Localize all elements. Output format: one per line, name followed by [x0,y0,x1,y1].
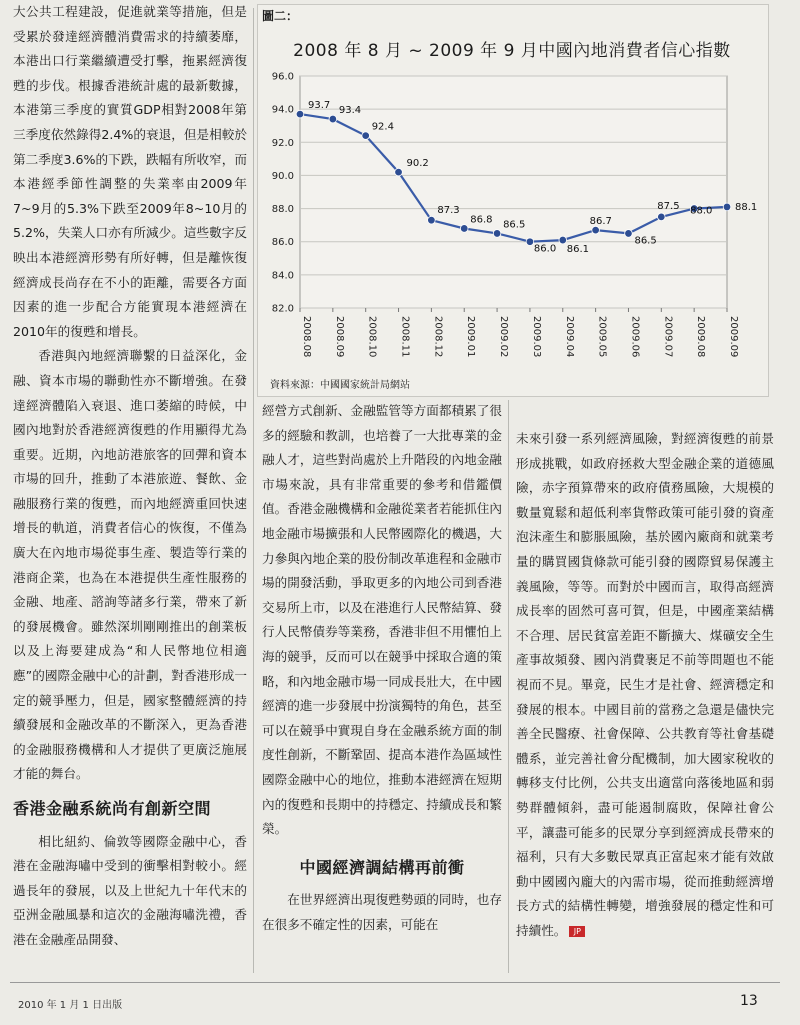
data-point [493,230,501,238]
data-point [559,236,567,244]
footer-divider [10,982,780,983]
y-tick-label: 88.0 [271,204,294,216]
left-column [13,0,247,953]
data-label: 86.8 [470,214,493,226]
plot-area [300,76,727,308]
data-label: 93.4 [338,105,362,117]
left-paragraph-3: 相比紐約、倫敦等國際金融中心，香港在金融海嘯中受到的衝擊相對較小。經過長年的發展，以及上世紀九十年代末的亞洲金融風暴和這次的金融海嘯洗禮，香港在金融產品開發、 [13,833,247,947]
y-tick-label: 92.0 [271,137,294,149]
section-heading-china-economy: 中國經濟調結構再前衝 [299,857,465,877]
right-paragraph-1 [516,427,774,943]
column-divider-right [508,400,509,973]
data-point [296,110,304,118]
left-paragraph-1: 大公共工程建設，促進就業等措施，但是受累於發達經濟體消費需求的持續萎靡，本港出口行業繼續遭受打擊，拖累經濟復甦的步伐。根據香港統計處的最新數據，本港第三季度的實質GDP相對2008年第三季度依然錄得2.4%的衰退，但是相較於第二季度3.6%的下跌，跌幅有所收窄，而本港經季節性調整的失業率由2009年7~9月的5.3%下跌至2009年8~10月的5.2%，失業人口亦有所減少。這些數字反映出本港經濟形勢有所好轉，但是離恢復經濟成長尚存在不小的距離，需要各方面因素的進一步配合方能實現本港經濟在2010年的復甦和增長。 [13,4,247,339]
data-point [592,226,600,234]
section-heading-hk-finance: 香港金融系統尚有創新空間 [13,799,212,818]
data-point [526,238,534,246]
data-point [625,230,633,238]
x-tick-label: 2009.02 [498,316,510,358]
data-point [362,132,370,140]
x-tick-label: 2009.06 [629,316,641,358]
y-tick-label: 90.0 [271,170,294,182]
data-point [395,168,403,176]
data-label: 88.1 [735,201,758,213]
x-tick-label: 2009.08 [695,316,707,358]
end-mark-logo: JP [569,926,585,937]
x-tick-label: 2008.11 [399,316,411,358]
data-point [658,213,666,221]
column-divider-left [253,8,254,973]
data-label: 86.7 [589,216,612,228]
y-tick-label: 94.0 [271,104,294,116]
data-point [428,216,436,224]
x-tick-label: 2008.08 [301,316,312,358]
page-number: 13 [740,993,758,1009]
y-tick-label: 82.0 [271,303,294,315]
x-tick-label: 2009.01 [465,316,477,358]
data-label: 86.5 [634,235,657,247]
right-paragraph-text: 未來引發一系列經濟風險，對經濟復甦的前景形成挑戰，如政府拯救大型金融企業的道德風險，赤字預算帶來的政府債務風險，大規模的數量寬鬆和超低利率貨幣政策可能引發的資產泡沫產生和膨脹風險，基於國內廠商和就業考量的購買國貨條款可能引發的國際貿易保護主義風險，等等。而對於中國而言，取得高經濟成長率的固然可喜可賀，但是，中國產業結構不合理、居民貧富差距不斷擴大、煤礦安全生產事故頻發、國內消費裹足不前等問題也不能視而不見。畢竟，民生才是社會、經濟穩定和發展的根本。中國目前的當務之急還是儘快完善全民醫療、社會保障、公共教育等社會基礎體系，並完善社會分配機制，加大國家稅收的轉移支付比例，公共支出適當向落後地區和弱勢群體傾斜，盡可能遏制腐敗，保障社會公平，讓盡可能多的民眾分享到經濟成長帶來的福利，只有大多數民眾真正富起來才能有效啟動中國國內龐大的內需市場，從而推動經濟增長方式的結構性轉變，增強發展的穩定性和可持續性。 [516,431,774,938]
middle-paragraph-2: 在世界經濟出現復甦勢頭的同時，也存在很多不確定性的因素，可能在 [262,892,502,932]
x-tick-label: 2008.12 [432,316,444,358]
middle-column [262,399,502,937]
data-label: 86.1 [566,244,590,256]
y-tick-label: 96.0 [271,71,294,83]
data-label: 86.5 [503,219,526,231]
x-tick-label: 2009.09 [728,316,739,358]
publication-date: 2010 年 1 月 1 日出版 [18,1000,123,1011]
data-label: 92.4 [371,121,394,133]
x-tick-label: 2009.05 [596,316,608,358]
y-tick-label: 86.0 [271,237,294,249]
chart-title: 2008 年 8 月 ~ 2009 年 9 月中國內地消費者信心指數 [293,41,731,61]
data-label: 93.7 [308,100,331,112]
data-point [723,203,731,211]
chart-source: 資料來源：中國國家統計局網站 [270,380,410,391]
data-label: 90.2 [406,158,429,170]
x-tick-label: 2008.09 [333,316,345,358]
data-label: 88.0 [690,205,713,217]
data-point [329,115,337,123]
data-label: 87.3 [437,205,460,217]
data-label: 87.5 [657,200,680,212]
x-tick-label: 2009.04 [563,316,575,358]
consumer-confidence-line-chart [262,60,762,372]
x-tick-label: 2009.03 [530,316,542,358]
right-column [516,427,774,943]
x-tick-label: 2009.07 [662,316,674,358]
data-label: 86.0 [533,243,557,255]
middle-paragraph-1: 經營方式創新、金融監管等方面都積累了很多的經驗和教訓，也培養了一大批專業的金融人才，這些對尚處於上升階段的內地金融市場來說，具有非常重要的參考和借鑑價值。香港金融機構和金融從業者若能抓住內地金融市場擴張和人民幣國際化的機遇，大力參與內地企業的股份制改革進程和金融市場的開發活動，爭取更多的內地公司到香港交易所上市，以及在港進行人民幣結算、發行人民幣債券等業務，香港非但不用懼怕上海的競爭，反而可以在競爭中採取合適的策略，和內地金融市場一同成長壯大，在中國經濟的進一步發展中扮演獨特的角色，甚至可以在競爭中實現自身在金融系統方面的制度性創新，不斷鞏固、提高本港作為區域性國際金融中心的地位，推動本港經濟在短期內的復甦和長期中的持穩定、持續成長和繁榮。 [262,403,502,837]
figure-label: 圖二： [262,9,299,23]
x-tick-label: 2008.10 [366,316,378,358]
data-point [460,225,468,233]
y-tick-label: 84.0 [271,270,294,282]
left-paragraph-2: 香港與內地經濟聯繫的日益深化，金融、資本市場的聯動性亦不斷增強。在發達經濟體陷入衰退、進口萎縮的時候，中國內地對於香港經濟復甦的作用顯得尤為重要。近期，內地訪港旅客的回彈和資本市場的回升，推動了本港旅遊、餐飲、金融服務行業的復甦，而內地經濟重回快速增長的軌道，消費者信心的恢復，不僅為廣大在內地市場從事生產、製造等行業的港商企業，也為在本港提供生產性服務的金融、地產、諮詢等諸多行業，帶來了新的發展機會。雖然深圳剛剛推出的創業板以及上海要建成為“和人民幣地位相適應”的國際金融中心的計劃，對香港形成一定的競爭壓力，但是，國家整體經濟的持續發展和金融改革的不斷深入，更為香港的金融服務機構和人才提供了更廣泛施展才能的舞台。 [13,348,247,782]
